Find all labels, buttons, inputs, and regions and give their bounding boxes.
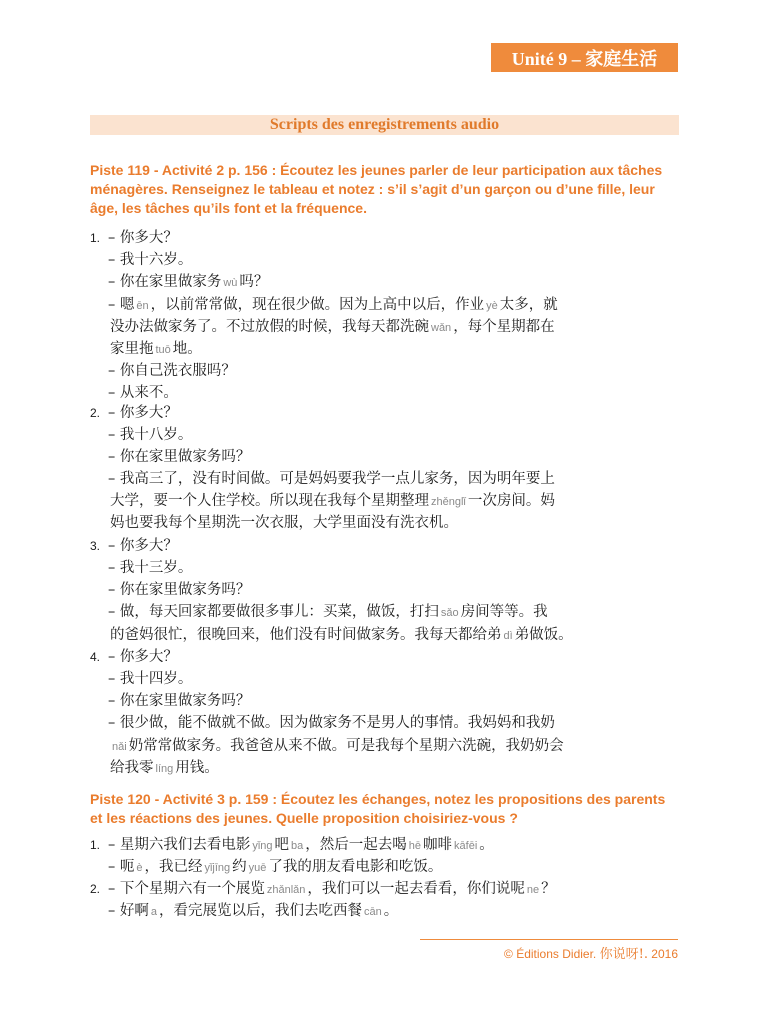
transcript-text: 。: [383, 903, 399, 919]
transcript-text: 太多，就: [499, 297, 558, 313]
pinyin-annotation: ēn: [136, 300, 149, 312]
transcript-line: [110, 490, 680, 513]
pinyin-annotation: hē: [408, 840, 422, 852]
transcript-line: [108, 402, 678, 424]
pinyin-annotation: cān: [363, 906, 382, 918]
unit-title-badge: Unité 9 – 家庭生活: [491, 43, 678, 72]
piste-119-heading: [90, 161, 690, 218]
transcript-line: [110, 757, 680, 780]
transcript-text: – 做，每天回家都要做很多事儿：买菜，做饭，打扫: [108, 604, 439, 620]
transcript-line: [108, 249, 678, 271]
transcript-text: – 好啊: [108, 903, 149, 919]
piste-120-heading: [90, 790, 690, 828]
dialogue-number: 1.: [90, 231, 101, 245]
transcript-line: [108, 271, 678, 294]
dialogue-number: 2.: [90, 406, 101, 420]
pinyin-annotation: wǎn: [431, 322, 452, 334]
footer-book-title: 你说呀!.: [599, 947, 648, 962]
transcript-line: [108, 468, 678, 490]
piste-119-line: ménagères. Renseignez le tableau et notez : s’il s’agit d’un garçon ou d’une fille, leur: [90, 181, 655, 197]
transcript-text: ，我已经: [144, 859, 203, 875]
transcript-text: – 星期六我们去看电影: [108, 837, 251, 853]
piste-119-line: âge, les tâches qu’ils font et la fréquence.: [90, 200, 367, 216]
pinyin-annotation: yuē: [248, 862, 267, 874]
transcript-line: [108, 690, 678, 712]
transcript-line: [108, 294, 678, 317]
pinyin-annotation: zhǎnlǎn: [266, 884, 306, 896]
transcript-text: ，以前常常做，现在很少做。因为上高中以后，作业: [150, 297, 485, 313]
footer: [420, 944, 678, 965]
dialogue-number: 3.: [90, 539, 101, 553]
pinyin-annotation: dì: [503, 630, 513, 642]
dialogue-number: 1.: [90, 838, 101, 852]
transcript-line: [108, 382, 678, 404]
dialogue-number: 2.: [90, 882, 101, 896]
transcript-text: 地。: [172, 341, 202, 357]
transcript-line: [108, 712, 678, 734]
pinyin-annotation: ba: [291, 840, 304, 852]
transcript-line: [108, 646, 678, 668]
transcript-text: 吗？: [239, 274, 269, 290]
footer-copyright: © Éditions Didier.: [504, 947, 597, 961]
transcript-text: 一次房间。妈: [467, 493, 555, 509]
transcript-line: [108, 424, 678, 446]
transcript-text: – 你在家里做家务吗？: [108, 582, 251, 598]
transcript-text: – 我高三了，没有时间做。可是妈妈要我学一点儿家务，因为明年要上: [108, 471, 555, 487]
transcript-text: – 呃: [108, 859, 135, 875]
pinyin-annotation: wù: [223, 277, 238, 289]
transcript-text: 没办法做家务了。不过放假的时候，我每天都洗碗: [110, 319, 429, 335]
transcript-text: – 我十六岁。: [108, 252, 193, 268]
transcript-line: [108, 668, 678, 690]
pinyin-annotation: yè: [486, 300, 498, 312]
transcript-line: [108, 557, 678, 579]
transcript-text: 约: [232, 859, 247, 875]
transcript-text: 家里拖: [110, 341, 154, 357]
transcript-text: 咖啡: [423, 837, 453, 853]
transcript-line: [110, 338, 680, 361]
pinyin-annotation: kāfēi: [454, 840, 478, 852]
transcript-text: ，每个星期都在: [453, 319, 555, 335]
transcript-text: 大学，要一个人住学校。所以现在我每个星期整理: [110, 493, 429, 509]
transcript-text: 奶常常做家务。我爸爸从来不做。可是我每个星期六洗碗，我奶奶会: [128, 738, 564, 754]
transcript-text: – 你多大？: [108, 405, 178, 421]
transcript-text: – 你在家里做家务吗？: [108, 693, 251, 709]
transcript-text: ，看完展览以后，我们去吃西餐: [158, 903, 362, 919]
pinyin-annotation: sǎo: [440, 607, 459, 619]
transcript-text: 房间等等。我: [460, 604, 548, 620]
transcript-text: – 我十四岁。: [108, 671, 193, 687]
transcript-text: – 你在家里做家务: [108, 274, 222, 290]
section-title: Scripts des enregistrements audio: [90, 115, 679, 135]
piste-119-line: Piste 119 - Activité 2 p. 156 : Écoutez les jeunes parler de leur participation aux tâches: [90, 162, 663, 178]
pinyin-annotation: yǐjīng: [204, 862, 231, 874]
piste-120-line: et les réactions des jeunes. Quelle proposition choisiriez-vous ?: [90, 810, 518, 826]
pinyin-annotation: zhěnglǐ: [431, 496, 466, 508]
transcript-text: – 你在家里做家务吗？: [108, 449, 251, 465]
transcript-text: – 很少做，能不做就不做。因为做家务不是男人的事情。我妈妈和我奶: [108, 715, 555, 731]
transcript-line: [108, 856, 678, 879]
transcript-line: [110, 624, 680, 647]
transcript-text: ，我们可以一起去看看，你们说呢: [307, 881, 525, 897]
transcript-line: [108, 446, 678, 468]
footer-rule: [420, 939, 678, 940]
transcript-line: [108, 579, 678, 601]
transcript-text: – 你自己洗衣服吗？: [108, 363, 236, 379]
dialogue-number: 4.: [90, 650, 101, 664]
transcript-text: – 你多大？: [108, 649, 178, 665]
pinyin-annotation: tuō: [155, 344, 171, 356]
transcript-text: ，然后一起去喝: [305, 837, 407, 853]
transcript-text: – 我十八岁。: [108, 427, 193, 443]
pinyin-annotation: yǐng: [252, 840, 273, 852]
transcript-text: ？: [541, 881, 556, 897]
transcript-text: 给我零: [110, 760, 154, 776]
transcript-line: [110, 735, 680, 758]
pinyin-annotation: líng: [155, 763, 174, 775]
pinyin-annotation: nǎi: [112, 741, 127, 753]
transcript-line: [108, 360, 678, 382]
transcript-text: – 你多大？: [108, 538, 178, 554]
transcript-text: 弟做饭。: [514, 627, 573, 643]
pinyin-annotation: ne: [526, 884, 540, 896]
transcript-text: 吧: [274, 837, 290, 853]
transcript-text: – 从来不。: [108, 385, 178, 401]
transcript-text: 的爸妈很忙，很晚回来，他们没有时间做家务。我每天都给弟: [110, 627, 502, 643]
footer-year: 2016: [651, 947, 678, 961]
transcript-line: [108, 878, 678, 901]
transcript-line: [110, 512, 680, 534]
transcript-text: – 嗯: [108, 297, 135, 313]
transcript-text: 了我的朋友看电影和吃饭。: [268, 859, 443, 875]
transcript-line: [108, 900, 678, 923]
transcript-line: [110, 316, 680, 339]
transcript-text: – 你多大？: [108, 230, 178, 246]
transcript-text: 。: [479, 837, 494, 853]
pinyin-annotation: a: [150, 906, 157, 918]
transcript-line: [108, 535, 678, 557]
transcript-line: [108, 834, 678, 857]
transcript-line: [108, 227, 678, 249]
transcript-text: 妈也要我每个星期洗一次衣服，大学里面没有洗衣机。: [110, 515, 458, 531]
piste-120-line: Piste 120 - Activité 3 p. 159 : Écoutez les échanges, notez les propositions des parents: [90, 791, 666, 807]
transcript-text: 用钱。: [175, 760, 219, 776]
transcript-line: [108, 601, 678, 624]
transcript-text: – 我十三岁。: [108, 560, 193, 576]
transcript-text: – 下个星期六有一个展览: [108, 881, 265, 897]
pinyin-annotation: è: [136, 862, 143, 874]
